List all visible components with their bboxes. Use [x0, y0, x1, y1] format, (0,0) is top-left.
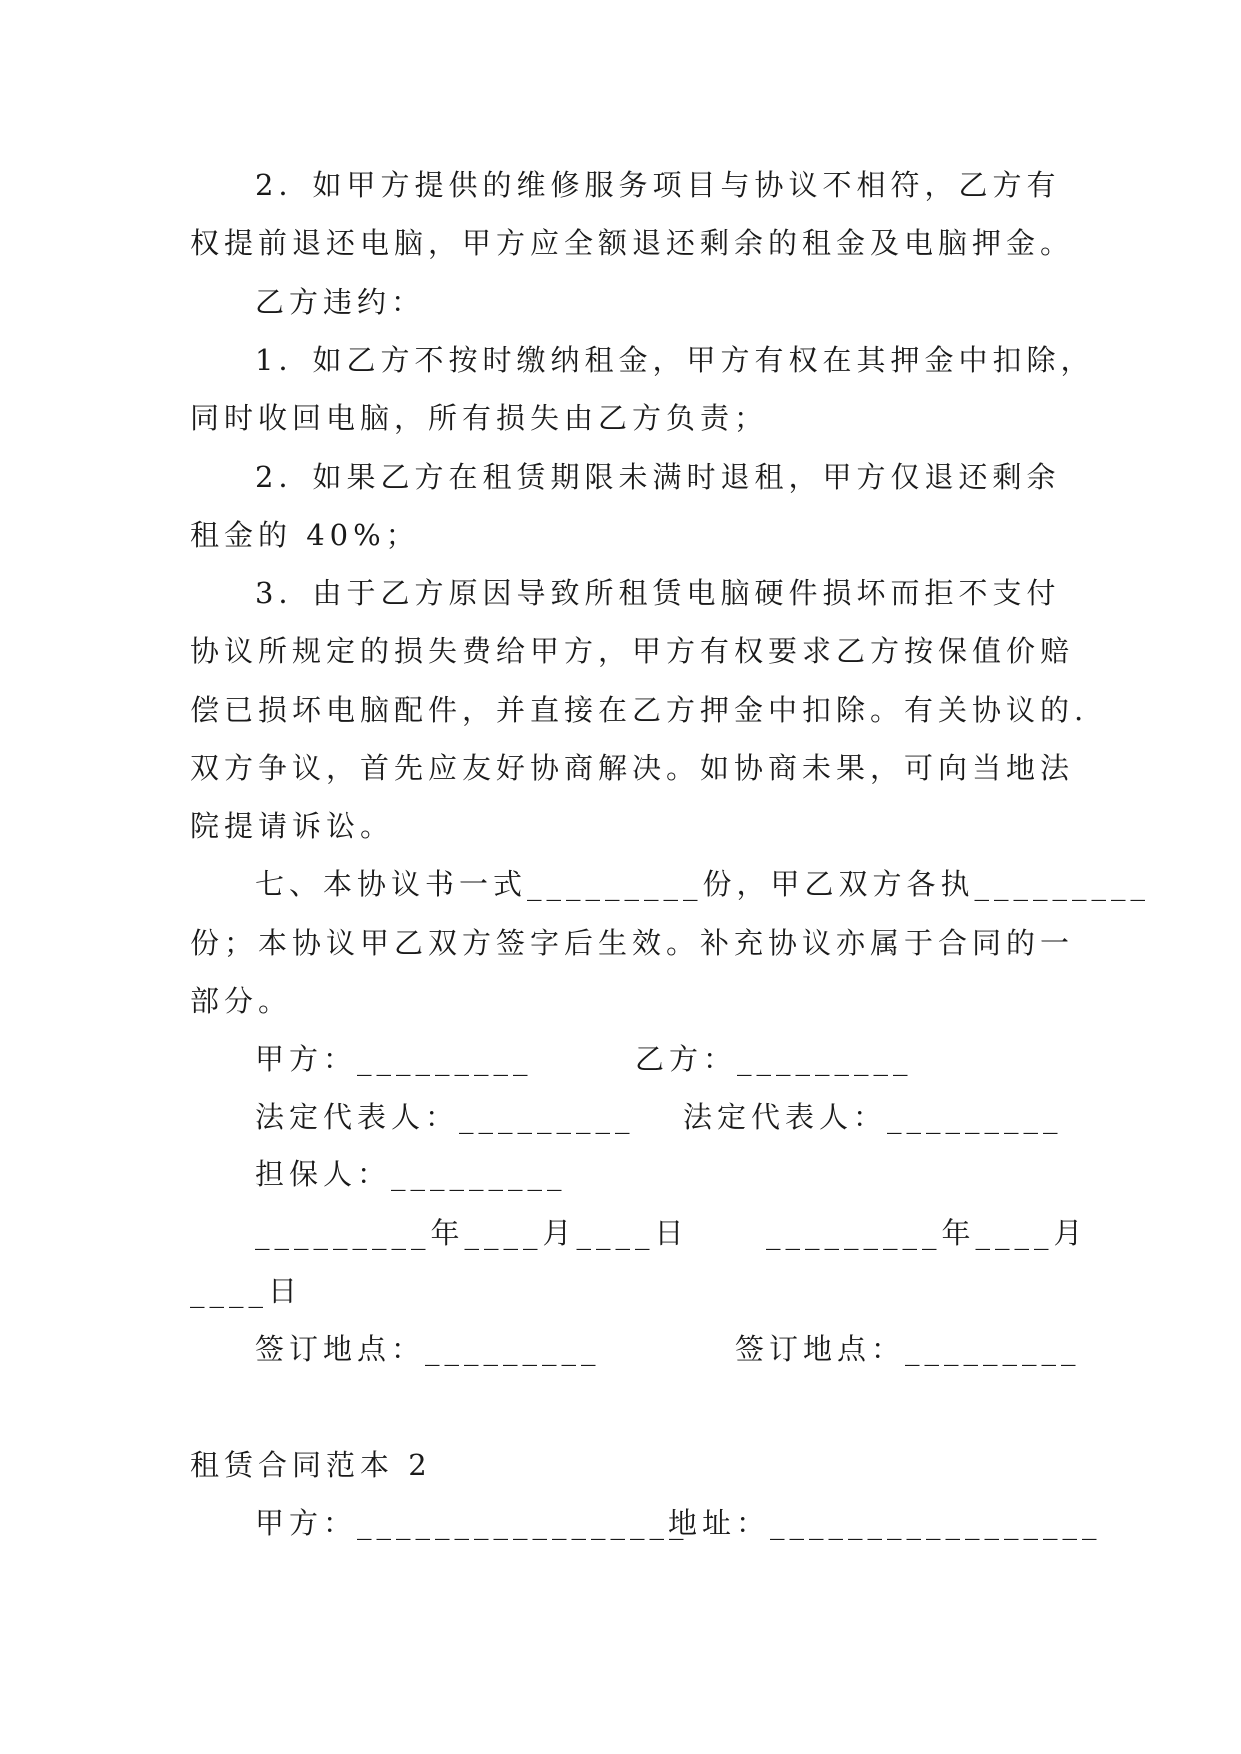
- party-b-breach-heading: 乙方违约：: [255, 285, 426, 319]
- clause-2-line-1: 2．如甲方提供的维修服务项目与协议不相符，乙方有: [255, 168, 1061, 202]
- breach-2-line-1: 2．如果乙方在租赁期限未满时退租，甲方仅退还剩余: [255, 460, 1061, 494]
- signature-legal-rep-b: 法定代表人：_________: [683, 1100, 1063, 1134]
- breach-3-line-3: 偿已损坏电脑配件，并直接在乙方押金中扣除。有关协议的.: [190, 693, 1089, 727]
- signature-date-b: _________年____月: [766, 1216, 1088, 1250]
- signature-place-b: 签订地点：_________: [735, 1332, 1081, 1366]
- breach-3-line-2: 协议所规定的损失费给甲方，甲方有权要求乙方按保值价赔: [190, 634, 1075, 668]
- signature-place-a: 签订地点：_________: [255, 1332, 601, 1366]
- breach-3-line-5: 院提请诉讼。: [190, 809, 395, 843]
- clause-7-line-3: 部分。: [190, 984, 293, 1018]
- section-2-title: 租赁合同范本 2: [190, 1448, 432, 1482]
- clause-7-line-1: 七、本协议书一式_________份，甲乙双方各执_________: [255, 867, 1151, 901]
- breach-2-line-2: 租金的 40%；: [190, 518, 420, 552]
- clause-7-line-2: 份；本协议甲乙双方签字后生效。补充协议亦属于合同的一: [190, 926, 1075, 960]
- section-2-address: 地址：_________________: [668, 1506, 1102, 1540]
- breach-1-line-2: 同时收回电脑，所有损失由乙方负责；: [190, 401, 769, 435]
- signature-party-a: 甲方：_________: [255, 1042, 533, 1076]
- signature-guarantor: 担保人：_________: [255, 1157, 567, 1191]
- signature-date-b-day: ____日: [190, 1274, 303, 1308]
- breach-1-line-1: 1．如乙方不按时缴纳租金，甲方有权在其押金中扣除，: [255, 343, 1095, 377]
- breach-3-line-1: 3．由于乙方原因导致所租赁电脑硬件损坏而拒不支付: [255, 576, 1061, 610]
- breach-3-line-4: 双方争议，首先应友好协商解决。如协商未果，可向当地法: [190, 751, 1075, 785]
- section-2-party-a: 甲方：_________________: [255, 1506, 689, 1540]
- signature-date-a: _________年____月____日: [255, 1216, 689, 1250]
- signature-party-b: 乙方：_________: [635, 1042, 913, 1076]
- clause-2-line-2: 权提前退还电脑，甲方应全额退还剩余的租金及电脑押金。: [190, 226, 1075, 260]
- signature-legal-rep-a: 法定代表人：_________: [255, 1100, 635, 1134]
